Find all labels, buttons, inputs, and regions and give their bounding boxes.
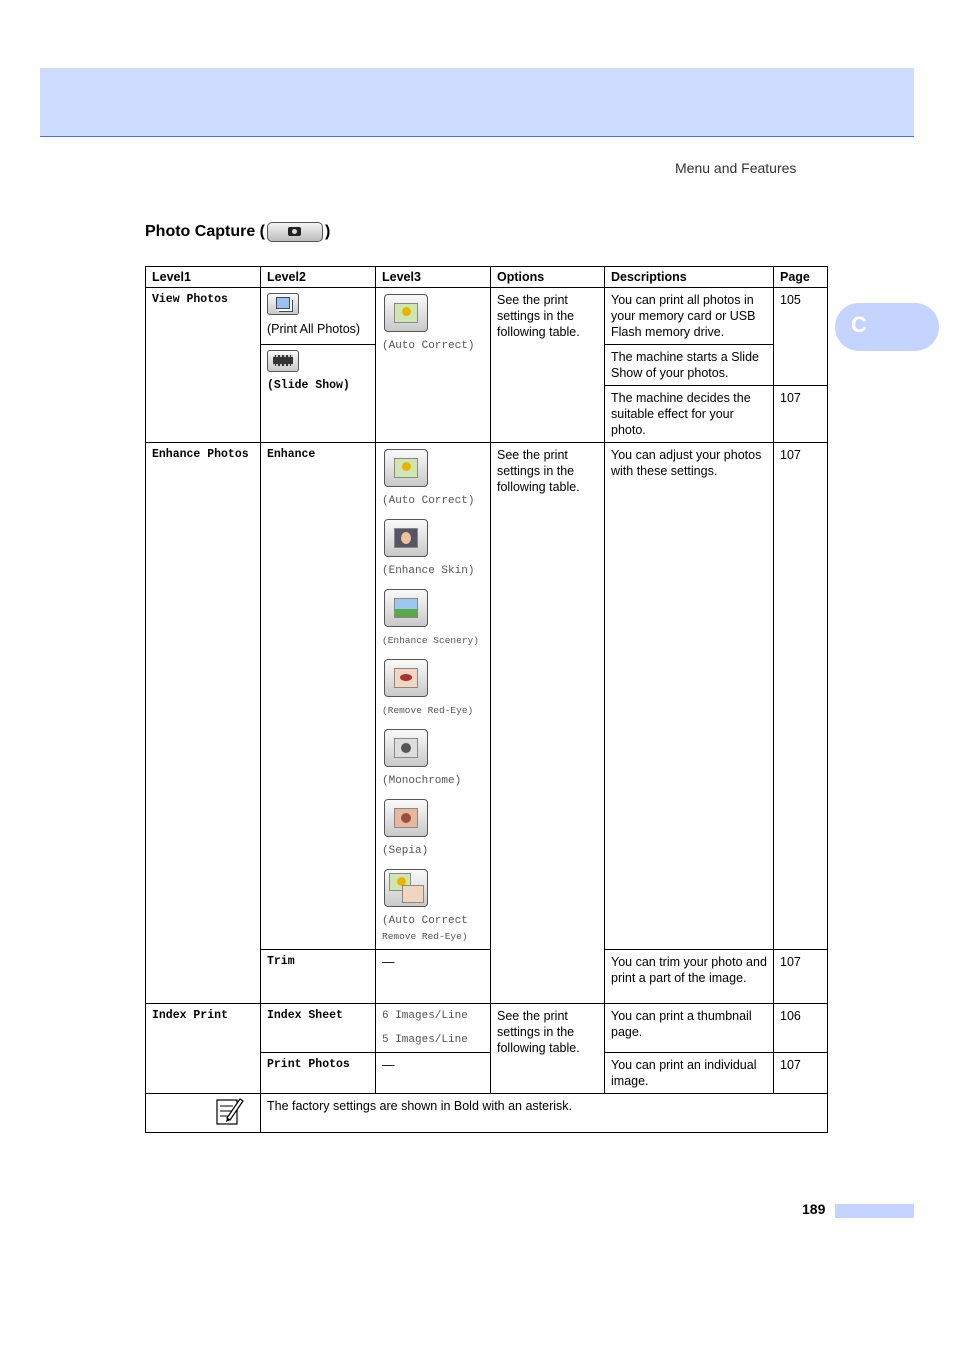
enhance-scenery-label: (Enhance Scenery) (382, 635, 479, 646)
enhance-skin-label: (Enhance Skin) (382, 565, 475, 577)
auto-correct-label: (Auto Correct) (382, 495, 475, 507)
index-sheet-cell: Index Sheet (261, 1004, 376, 1053)
header-options: Options (491, 267, 605, 288)
table-row (146, 288, 828, 345)
title-close: ) (325, 223, 331, 240)
index-options-cell: See the print settings in the following table. (491, 1004, 605, 1094)
header-descriptions: Descriptions (605, 267, 774, 288)
enhance-level3-cell (376, 443, 491, 950)
title-text: Photo Capture ( (145, 223, 265, 240)
page-bar (835, 1204, 914, 1218)
auto-correct-icon (384, 449, 428, 487)
five-images-label: 5 Images/Line (382, 1034, 468, 1046)
index-sheet-page: 106 (774, 1004, 828, 1053)
view-photos-cell: View Photos (146, 288, 261, 443)
sepia-icon (384, 799, 428, 837)
header-band (40, 68, 914, 137)
header-level2: Level2 (261, 267, 376, 288)
print-all-desc: You can print all photos in your memory card or USB Flash memory drive. (605, 288, 774, 345)
auto-correct-combo-label-2: Remove Red-Eye) (382, 931, 468, 942)
trim-level3: — (376, 950, 491, 1004)
header-page: Page (774, 267, 828, 288)
print-photos-cell: Print Photos (261, 1053, 376, 1094)
sepia-label: (Sepia) (382, 845, 429, 857)
note-pencil-icon (216, 1096, 244, 1126)
print-all-icon (267, 293, 299, 315)
header-level3: Level3 (376, 267, 491, 288)
enhance-skin-icon (384, 519, 428, 557)
menu-table (145, 266, 828, 1133)
slide-show-icon (267, 350, 299, 372)
view-level3-cell (376, 288, 491, 443)
enhance-scenery-icon (384, 589, 428, 627)
auto-correct-red-eye-icon (384, 869, 428, 907)
auto-correct-combo-label-1: (Auto Correct (382, 915, 468, 927)
view-auto-correct-label: (Auto Correct) (382, 340, 475, 352)
print-all-cell (261, 288, 376, 345)
slide-show-cell (261, 345, 376, 443)
index-sheet-desc: You can print a thumbnail page. (605, 1004, 774, 1053)
slide-show-desc: The machine starts a Slide Show of your photos. (605, 345, 774, 386)
note-row (146, 1094, 828, 1133)
auto-correct-icon (384, 294, 428, 332)
enhance-desc: You can adjust your photos with these settings. (605, 443, 774, 950)
page-number: 189 (802, 1201, 826, 1217)
enhance-cell: Enhance (261, 443, 376, 950)
remove-red-eye-icon (384, 659, 428, 697)
enhance-photos-cell: Enhance Photos (146, 443, 261, 1004)
slide-show-label: (Slide Show) (267, 379, 350, 392)
enhance-options-cell: See the print settings in the following table. (491, 443, 605, 1004)
trim-cell: Trim (261, 950, 376, 1004)
monochrome-label: (Monochrome) (382, 775, 462, 787)
chapter-tab (835, 303, 939, 351)
monochrome-icon (384, 729, 428, 767)
auto-desc: The machine decides the suitable effect for your photo. (605, 386, 774, 443)
chapter-tab-letter: C (851, 312, 867, 337)
print-all-label: (Print All Photos) (267, 322, 361, 336)
print-photos-page: 107 (774, 1053, 828, 1094)
six-images-label: 6 Images/Line (382, 1010, 468, 1022)
print-all-page: 105 (774, 288, 828, 386)
view-options-cell: See the print settings in the following table. (491, 288, 605, 443)
table-row (146, 443, 828, 950)
print-photos-desc: You can print an individual image. (605, 1053, 774, 1094)
section-title: Menu and Features (675, 160, 797, 176)
table-row (146, 1004, 828, 1053)
note-icon-cell (146, 1094, 261, 1133)
auto-page: 107 (774, 386, 828, 443)
note-text: The factory settings are shown in Bold with an asterisk. (261, 1094, 828, 1133)
remove-red-eye-label: (Remove Red-Eye) (382, 705, 474, 716)
enhance-page: 107 (774, 443, 828, 950)
print-photos-level3: — (376, 1053, 491, 1094)
page-title (145, 222, 330, 242)
camera-icon (267, 222, 323, 242)
header-level1: Level1 (146, 267, 261, 288)
index-print-cell: Index Print (146, 1004, 261, 1094)
index-level3-cell (376, 1004, 491, 1053)
table-header-row (146, 267, 828, 288)
trim-page: 107 (774, 950, 828, 1004)
trim-desc: You can trim your photo and print a part of the image. (605, 950, 774, 1004)
